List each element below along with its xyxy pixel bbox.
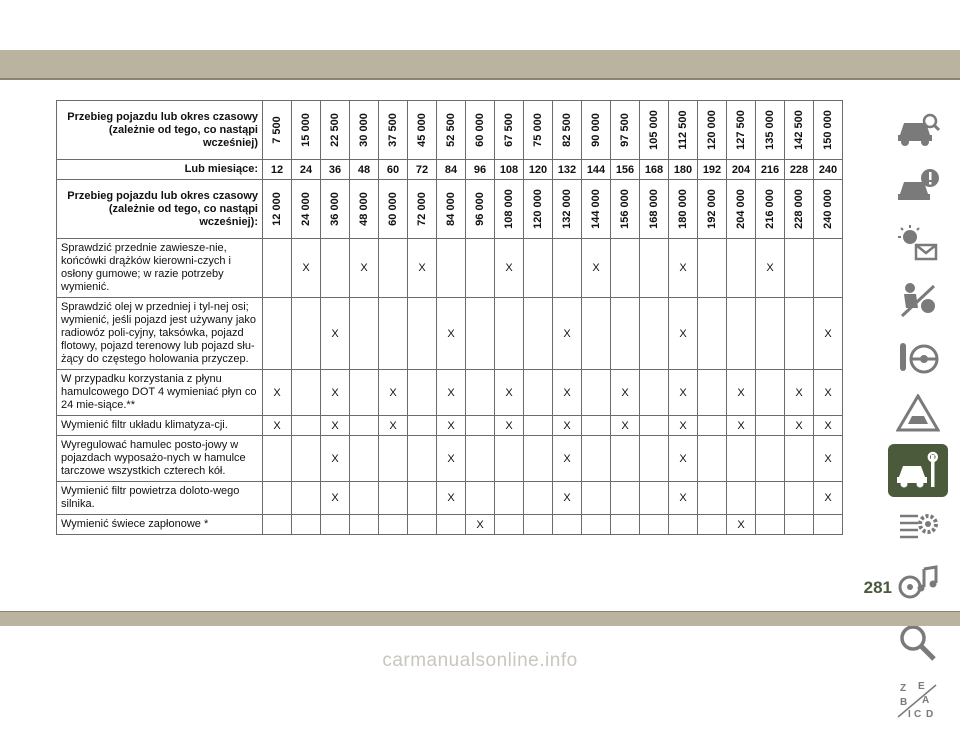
mileage-col-header [756, 101, 785, 160]
schedule-mark: X [727, 416, 756, 436]
months-value: 96 [466, 160, 495, 180]
mileage-alt-col-header [292, 180, 321, 239]
schedule-mark [785, 436, 814, 482]
schedule-mark: X [785, 370, 814, 416]
watermark-text: carmanualsonline.info [382, 650, 578, 671]
schedule-mark [292, 436, 321, 482]
specs-gear-icon [896, 508, 940, 548]
schedule-mark [379, 298, 408, 370]
mileage-value: 15 000 [300, 113, 312, 147]
schedule-mark [495, 482, 524, 515]
mileage-value: 82 500 [561, 113, 573, 147]
schedule-mark [698, 416, 727, 436]
mileage-col-header [408, 101, 437, 160]
schedule-mark [756, 436, 785, 482]
table-row [57, 436, 843, 482]
schedule-mark [640, 436, 669, 482]
schedule-mark: X [495, 416, 524, 436]
mileage-value: 52 500 [445, 113, 457, 147]
schedule-mark [321, 515, 350, 535]
schedule-mark: X [814, 482, 843, 515]
mileage-value: 90 000 [590, 113, 602, 147]
mileage-alt-col-header [437, 180, 466, 239]
schedule-mark: X [727, 515, 756, 535]
schedule-mark [292, 416, 321, 436]
mileage-alt-value: 204 000 [735, 189, 747, 229]
mileage-col-header [727, 101, 756, 160]
schedule-mark: X [727, 370, 756, 416]
mileage-value: 105 000 [648, 110, 660, 150]
schedule-mark [292, 482, 321, 515]
schedule-mark: X [669, 436, 698, 482]
schedule-mark [727, 436, 756, 482]
schedule-mark [292, 515, 321, 535]
schedule-mark: X [814, 298, 843, 370]
emergency-icon [896, 394, 940, 434]
schedule-mark [582, 298, 611, 370]
months-value: 36 [321, 160, 350, 180]
schedule-mark [756, 482, 785, 515]
schedule-mark [408, 298, 437, 370]
header-row-mileage-alt [57, 180, 843, 239]
schedule-mark [727, 482, 756, 515]
months-value: 228 [785, 160, 814, 180]
mileage-alt-col-header [582, 180, 611, 239]
months-value: 84 [437, 160, 466, 180]
schedule-mark [292, 370, 321, 416]
schedule-mark: X [321, 298, 350, 370]
schedule-mark [698, 239, 727, 298]
schedule-mark [466, 416, 495, 436]
schedule-mark [698, 370, 727, 416]
mileage-alt-col-header [698, 180, 727, 239]
schedule-mark [785, 482, 814, 515]
schedule-mark: X [437, 370, 466, 416]
mileage-alt-value: 216 000 [764, 189, 776, 229]
schedule-mark: X [379, 416, 408, 436]
mileage-value: 75 000 [532, 113, 544, 147]
mileage-col-header [669, 101, 698, 160]
mileage-col-header [640, 101, 669, 160]
schedule-mark [466, 239, 495, 298]
schedule-mark [611, 482, 640, 515]
schedule-mark: X [611, 370, 640, 416]
schedule-mark [379, 515, 408, 535]
mileage-value: 37 500 [387, 113, 399, 147]
months-value: 12 [263, 160, 292, 180]
sidebar-technical-specs[interactable] [888, 501, 948, 554]
schedule-mark: X [814, 370, 843, 416]
schedule-mark [408, 482, 437, 515]
schedule-mark [408, 436, 437, 482]
task-description: Wymienić świece zapłonowe * [57, 515, 263, 535]
months-value: 144 [582, 160, 611, 180]
mileage-col-header [437, 101, 466, 160]
schedule-mark [408, 515, 437, 535]
schedule-mark: X [263, 416, 292, 436]
schedule-mark [756, 416, 785, 436]
schedule-mark [379, 482, 408, 515]
sidebar-weather-lights[interactable] [888, 216, 948, 269]
months-value: 156 [611, 160, 640, 180]
schedule-mark: X [321, 482, 350, 515]
index-icon [896, 679, 940, 719]
months-value: 60 [379, 160, 408, 180]
svg-text:A: A [922, 694, 930, 706]
weather-lights-icon [896, 223, 940, 263]
months-value: 168 [640, 160, 669, 180]
mileage-value: 30 000 [358, 113, 370, 147]
schedule-mark [785, 298, 814, 370]
mileage-alt-col-header [466, 180, 495, 239]
page-top-margin [0, 0, 960, 50]
schedule-mark [814, 239, 843, 298]
schedule-mark: X [582, 239, 611, 298]
mileage-alt-value: 24 000 [300, 192, 312, 226]
svg-text:C: C [914, 708, 922, 719]
mileage-value: 112 500 [677, 110, 689, 150]
schedule-mark: X [408, 239, 437, 298]
mileage-value: 127 500 [735, 110, 747, 150]
header-row-months [57, 160, 843, 180]
mileage-alt-value: 156 000 [619, 189, 631, 229]
mileage-value: 22 500 [329, 113, 341, 147]
mileage-alt-value: 168 000 [648, 189, 660, 229]
mileage-alt-col-header [814, 180, 843, 239]
mileage-alt-col-header [785, 180, 814, 239]
schedule-mark [350, 416, 379, 436]
schedule-mark [553, 239, 582, 298]
mileage-alt-col-header [408, 180, 437, 239]
mileage-alt-col-header [727, 180, 756, 239]
schedule-mark [785, 239, 814, 298]
steering-wheel-icon [896, 337, 940, 377]
schedule-mark [379, 239, 408, 298]
schedule-mark [727, 239, 756, 298]
mileage-value: 45 000 [416, 113, 428, 147]
months-value: 120 [524, 160, 553, 180]
months-value: 108 [495, 160, 524, 180]
mileage-alt-col-header [640, 180, 669, 239]
sidebar-starting-driving[interactable] [888, 330, 948, 383]
mileage-alt-value: 192 000 [706, 189, 718, 229]
schedule-mark [466, 298, 495, 370]
schedule-mark: X [611, 416, 640, 436]
schedule-mark [466, 370, 495, 416]
mileage-alt-value: 12 000 [271, 192, 283, 226]
schedule-mark: X [553, 436, 582, 482]
schedule-mark [495, 298, 524, 370]
schedule-mark: X [350, 239, 379, 298]
mileage-value: 135 000 [764, 110, 776, 150]
schedule-mark [263, 239, 292, 298]
schedule-mark: X [669, 370, 698, 416]
schedule-mark: X [553, 416, 582, 436]
schedule-mark [350, 370, 379, 416]
schedule-mark: X [669, 298, 698, 370]
schedule-mark: X [785, 416, 814, 436]
schedule-mark [669, 515, 698, 535]
schedule-mark [466, 482, 495, 515]
schedule-mark: X [669, 416, 698, 436]
svg-text:I: I [908, 708, 911, 719]
schedule-mark [350, 482, 379, 515]
table-row [57, 515, 843, 535]
months-value: 216 [756, 160, 785, 180]
sidebar-index[interactable] [888, 672, 948, 725]
schedule-mark [524, 370, 553, 416]
schedule-mark [640, 416, 669, 436]
months-value: 24 [292, 160, 321, 180]
sidebar-emergency[interactable] [888, 387, 948, 440]
car-info-icon [896, 109, 940, 149]
months-value: 132 [553, 160, 582, 180]
months-value: 204 [727, 160, 756, 180]
schedule-mark [582, 370, 611, 416]
task-description: Sprawdzić olej w przedniej i tyl-nej osi; wymienić, jeśli pojazd jest używany jako radiowóz poli-cyjny, taksówka, pojazd flotowy, pojazd terenowy lub pojazd słu-żący do częstego holowania przyczep. [57, 298, 263, 370]
schedule-mark [756, 515, 785, 535]
months-value: 48 [350, 160, 379, 180]
sidebar-car-service[interactable] [888, 444, 948, 497]
schedule-mark [524, 436, 553, 482]
schedule-mark [814, 515, 843, 535]
schedule-mark [321, 239, 350, 298]
schedule-mark [582, 482, 611, 515]
mileage-alt-col-header [524, 180, 553, 239]
seat-airbag-icon [896, 280, 940, 320]
mileage-alt-col-header [379, 180, 408, 239]
mileage-alt-col-header [669, 180, 698, 239]
mileage-col-header [814, 101, 843, 160]
sidebar-warning-lights[interactable] [888, 159, 948, 212]
task-description: Wymienić filtr układu klimatyza-cji. [57, 416, 263, 436]
schedule-mark [524, 416, 553, 436]
schedule-mark: X [495, 370, 524, 416]
mileage-value: 7 500 [271, 116, 283, 144]
header-row-mileage [57, 101, 843, 160]
page-number: 281 [863, 578, 892, 597]
mileage-alt-col-header [263, 180, 292, 239]
schedule-mark: X [669, 482, 698, 515]
schedule-mark [350, 436, 379, 482]
mileage-alt-col-header [756, 180, 785, 239]
svg-text:Z: Z [900, 682, 907, 694]
schedule-mark: X [437, 416, 466, 436]
schedule-mark: X [495, 239, 524, 298]
mileage-col-header [350, 101, 379, 160]
mileage-col-header [379, 101, 408, 160]
schedule-mark: X [553, 298, 582, 370]
schedule-mark: X [553, 482, 582, 515]
months-value: 180 [669, 160, 698, 180]
schedule-mark: X [437, 298, 466, 370]
schedule-mark [611, 436, 640, 482]
mileage-value: 67 500 [503, 113, 515, 147]
schedule-mark [263, 515, 292, 535]
task-description: W przypadku korzystania z płynu hamulcowego DOT 4 wymieniać płyn co 24 mie-siące.** [57, 370, 263, 416]
schedule-mark [698, 436, 727, 482]
schedule-mark [524, 298, 553, 370]
schedule-mark: X [321, 416, 350, 436]
schedule-mark [350, 298, 379, 370]
mileage-alt-value: 240 000 [822, 189, 834, 229]
schedule-mark [495, 515, 524, 535]
months-value: 72 [408, 160, 437, 180]
mileage-value: 97 500 [619, 113, 631, 147]
schedule-mark [524, 515, 553, 535]
schedule-mark [408, 416, 437, 436]
schedule-mark [611, 239, 640, 298]
schedule-mark [640, 239, 669, 298]
schedule-mark [350, 515, 379, 535]
schedule-mark [466, 436, 495, 482]
schedule-mark [640, 482, 669, 515]
schedule-mark: X [756, 239, 785, 298]
mileage-alt-value: 60 000 [387, 192, 399, 226]
schedule-mark: X [814, 416, 843, 436]
mileage-col-header [698, 101, 727, 160]
sidebar-multimedia[interactable] [888, 558, 948, 611]
schedule-mark [263, 482, 292, 515]
mileage-alt-col-header [321, 180, 350, 239]
schedule-mark [437, 515, 466, 535]
schedule-mark: X [321, 436, 350, 482]
mileage-alt-value: 144 000 [590, 189, 602, 229]
schedule-mark [408, 370, 437, 416]
maintenance-schedule-table [56, 100, 843, 535]
schedule-mark: X [263, 370, 292, 416]
months-value: 192 [698, 160, 727, 180]
schedule-mark: X [669, 239, 698, 298]
schedule-mark: X [321, 370, 350, 416]
footer-band [0, 612, 960, 626]
mileage-col-header [263, 101, 292, 160]
table-row [57, 416, 843, 436]
schedule-mark [524, 482, 553, 515]
schedule-mark [698, 482, 727, 515]
mileage-col-header [292, 101, 321, 160]
mileage-alt-value: 48 000 [358, 192, 370, 226]
task-description: Wyregulować hamulec posto-jowy w pojazdach wyposażo-nych w hamulce tarczowe wszystkich czterech kół. [57, 436, 263, 482]
mileage-alt-value: 36 000 [329, 192, 341, 226]
table-row [57, 239, 843, 298]
schedule-mark [437, 239, 466, 298]
schedule-mark [524, 239, 553, 298]
task-description: Wymienić filtr powietrza doloto-wego silnika. [57, 482, 263, 515]
schedule-mark [582, 436, 611, 482]
table-row [57, 482, 843, 515]
mileage-col-header [785, 101, 814, 160]
mileage-alt-col-header [350, 180, 379, 239]
header-band-rule [0, 78, 960, 80]
mileage-col-header [524, 101, 553, 160]
header-band [0, 50, 960, 78]
chapter-sidebar [888, 102, 948, 729]
warning-lights-icon [896, 166, 940, 206]
svg-text:D: D [926, 708, 934, 719]
mileage-col-header [611, 101, 640, 160]
schedule-mark: X [553, 370, 582, 416]
mileage-alt-header-label: Przebieg pojazdu lub okres czasowy (zależnie od tego, co nastąpi wcześniej): [57, 180, 263, 239]
mileage-value: 120 000 [706, 110, 718, 150]
schedule-mark [698, 515, 727, 535]
schedule-mark [640, 515, 669, 535]
schedule-mark [495, 436, 524, 482]
mileage-value: 60 000 [474, 113, 486, 147]
mileage-alt-col-header [553, 180, 582, 239]
mileage-col-header [495, 101, 524, 160]
table-row [57, 298, 843, 370]
schedule-mark: X [814, 436, 843, 482]
multimedia-icon [896, 565, 940, 605]
schedule-mark [553, 515, 582, 535]
mileage-alt-value: 96 000 [474, 192, 486, 226]
schedule-mark [727, 298, 756, 370]
mileage-col-header [321, 101, 350, 160]
mileage-alt-col-header [495, 180, 524, 239]
svg-text:E: E [918, 680, 925, 692]
mileage-value: 150 000 [822, 110, 834, 150]
schedule-mark [263, 436, 292, 482]
mileage-alt-value: 108 000 [503, 189, 515, 229]
mileage-header-label: Przebieg pojazdu lub okres czasowy (zależnie od tego, co nastąpi wcześniej) [57, 101, 263, 160]
task-description: Sprawdzić przednie zawiesze-nie, końcówki drążków kierowni-czych i osłony gumowe; w razie potrzeby wymienić. [57, 239, 263, 298]
car-service-icon [896, 451, 940, 491]
sidebar-seat-airbag[interactable] [888, 273, 948, 326]
months-header-label: Lub miesiące: [57, 160, 263, 180]
schedule-mark: X [466, 515, 495, 535]
svg-text:B: B [900, 696, 908, 708]
mileage-col-header [582, 101, 611, 160]
mileage-alt-value: 120 000 [532, 189, 544, 229]
mileage-alt-value: 132 000 [561, 189, 573, 229]
schedule-mark [611, 515, 640, 535]
table-row [57, 370, 843, 416]
schedule-mark [263, 298, 292, 370]
schedule-mark [640, 298, 669, 370]
mileage-alt-value: 228 000 [793, 189, 805, 229]
schedule-mark [756, 370, 785, 416]
schedule-mark [785, 515, 814, 535]
schedule-mark [582, 515, 611, 535]
schedule-mark [582, 416, 611, 436]
schedule-mark [292, 298, 321, 370]
schedule-mark [640, 370, 669, 416]
mileage-alt-value: 72 000 [416, 192, 428, 226]
schedule-mark [698, 298, 727, 370]
months-value: 240 [814, 160, 843, 180]
schedule-mark: X [379, 370, 408, 416]
mileage-alt-value: 84 000 [445, 192, 457, 226]
mileage-value: 142 500 [793, 110, 805, 150]
schedule-mark: X [437, 482, 466, 515]
schedule-mark [379, 436, 408, 482]
mileage-col-header [466, 101, 495, 160]
schedule-mark [756, 298, 785, 370]
sidebar-car-info[interactable] [888, 102, 948, 155]
mileage-alt-value: 180 000 [677, 189, 689, 229]
schedule-mark: X [292, 239, 321, 298]
mileage-col-header [553, 101, 582, 160]
schedule-mark [611, 298, 640, 370]
schedule-mark: X [437, 436, 466, 482]
mileage-alt-col-header [611, 180, 640, 239]
